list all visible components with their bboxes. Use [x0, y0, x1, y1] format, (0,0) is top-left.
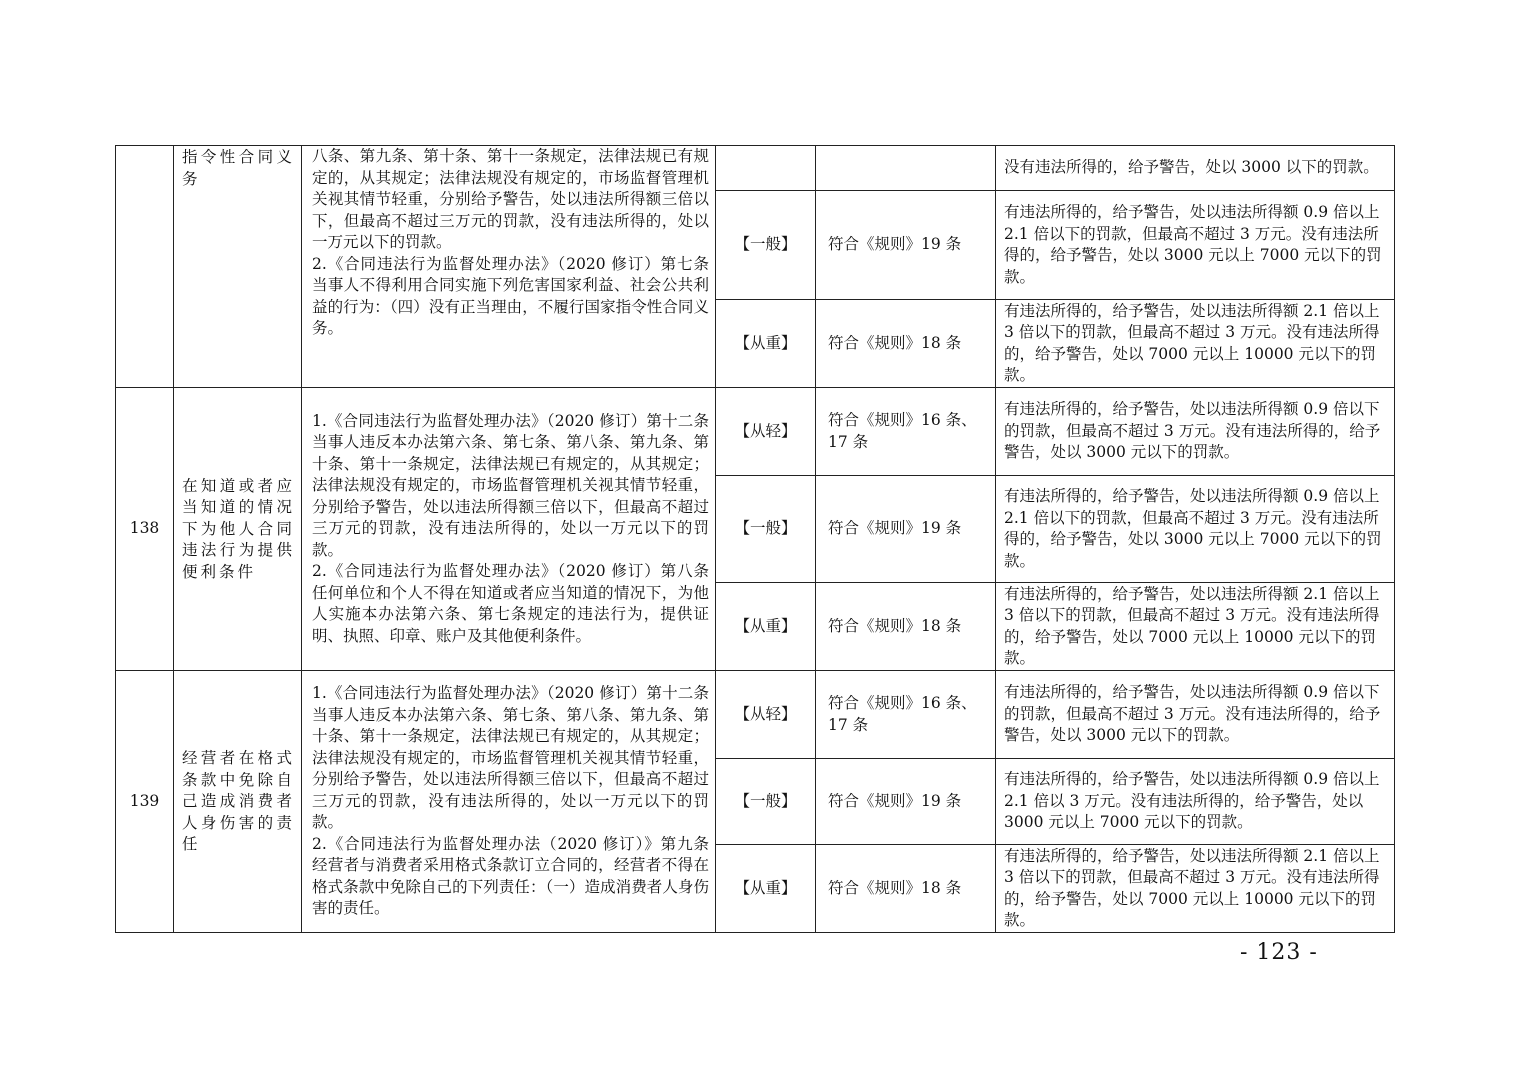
discretion-level: 【一般】 — [716, 191, 816, 300]
discretion-level: 【从重】 — [716, 583, 816, 671]
item-number: 139 — [116, 671, 174, 933]
table-row — [116, 146, 1395, 191]
legal-basis-paragraph: 八条、第九条、第十条、第十一条规定，法律法规已有规定的，从其规定；法律法规没有规定的，市场监督管理机关视其情节轻重，分别给予警告，处以违法所得额三倍以下，但最高不超过三万元的罚款，没有违法所得的，处以一万元以下的罚款。 — [312, 147, 709, 251]
penalty-standard: 有违法所得的，给予警告，处以违法所得额 0.9 倍以上 2.1 倍以 3 万元。没有违法所得的，给予警告，处以 3000 元以上 7000 元以下的罚款。 — [996, 759, 1395, 845]
table-row — [116, 671, 1395, 759]
item-number: 138 — [116, 388, 174, 671]
legal-basis-paragraph: 2.《合同违法行为监督处理办法》（2020 修订）第八条 任何单位和个人不得在知道或者应当知道的情况下，为他人实施本办法第六条、第七条规定的违法行为，提供证明、执照、印章、账户及其他便利条件。 — [312, 562, 709, 645]
applicable-condition — [816, 146, 996, 191]
legal-basis — [302, 671, 716, 933]
discretion-level: 【一般】 — [716, 759, 816, 845]
discretion-level: 【从轻】 — [716, 388, 816, 476]
penalty-standard: 有违法所得的，给予警告，处以违法所得额 2.1 倍以上 3 倍以下的罚款，但最高不超过 3 万元。没有违法所得的，给予警告，处以 7000 元以上 10000 元以下的罚款。 — [996, 583, 1395, 671]
item-number — [116, 146, 174, 388]
applicable-condition: 符合《规则》16 条、17 条 — [816, 388, 996, 476]
applicable-condition: 符合《规则》18 条 — [816, 583, 996, 671]
penalty-standard: 有违法所得的，给予警告，处以违法所得额 0.9 倍以上 2.1 倍以下的罚款，但最高不超过 3 万元。没有违法所得的，给予警告，处以 3000 元以上 7000 元以下的罚款。 — [996, 476, 1395, 583]
applicable-condition: 符合《规则》16 条、17 条 — [816, 671, 996, 759]
legal-basis — [302, 146, 716, 388]
legal-basis-paragraph: 2.《合同违法行为监督处理办法（2020 修订）》第九条 经营者与消费者采用格式条款订立合同的，经营者不得在格式条款中免除自己的下列责任：（一）造成消费者人身伤害的责任。 — [312, 834, 709, 918]
violation-name: 在知道或者应当知道的情况下为他人合同违法行为提供便利条件 — [174, 388, 302, 671]
table-row — [116, 388, 1395, 476]
violation-name: 指令性合同义务 — [174, 146, 302, 388]
applicable-condition: 符合《规则》18 条 — [816, 300, 996, 388]
applicable-condition: 符合《规则》19 条 — [816, 191, 996, 300]
applicable-condition: 符合《规则》18 条 — [816, 845, 996, 933]
penalty-standard: 有违法所得的，给予警告，处以违法所得额 0.9 倍以下的罚款，但最高不超过 3 万元。没有违法所得的，给予警告，处以 3000 元以下的罚款。 — [996, 671, 1395, 759]
violation-name: 经营者在格式条款中免除自己造成消费者人身伤害的责任 — [174, 671, 302, 933]
discretion-level: 【从轻】 — [716, 671, 816, 759]
applicable-condition: 符合《规则》19 条 — [816, 476, 996, 583]
applicable-condition: 符合《规则》19 条 — [816, 759, 996, 845]
discretion-level: 【从重】 — [716, 300, 816, 388]
legal-basis-paragraph: 1.《合同违法行为监督处理办法》（2020 修订）第十二条 当事人违反本办法第六条、第七条、第八条、第九条、第十条、第十一条规定，法律法规已有规定的，从其规定；法律法规没有规定的，市场监督管理机关视其情节轻重，分别给予警告，处以违法所得额三倍以下，但最高不超过三万元的罚款，没有违法所得的，处以一万元以下的罚款。 — [312, 411, 709, 559]
penalty-standard: 有违法所得的，给予警告，处以违法所得额 0.9 倍以上 2.1 倍以下的罚款，但最高不超过 3 万元。没有违法所得的，给予警告，处以 3000 元以上 7000 元以下的罚款。 — [996, 191, 1395, 300]
discretion-level: 【从重】 — [716, 845, 816, 933]
penalty-standard: 没有违法所得的，给予警告，处以 3000 以下的罚款。 — [996, 146, 1395, 191]
penalty-standard: 有违法所得的，给予警告，处以违法所得额 2.1 倍以上 3 倍以下的罚款，但最高不超过 3 万元。没有违法所得的，给予警告，处以 7000 元以上 10000 元以下的罚款。 — [996, 300, 1395, 388]
penalty-standard: 有违法所得的，给予警告，处以违法所得额 2.1 倍以上 3 倍以下的罚款，但最高不超过 3 万元。没有违法所得的，给予警告，处以 7000 元以上 10000 元以下的罚款。 — [996, 845, 1395, 933]
penalty-standard: 有违法所得的，给予警告，处以违法所得额 0.9 倍以下的罚款，但最高不超过 3 万元。没有违法所得的，给予警告，处以 3000 元以下的罚款。 — [996, 388, 1395, 476]
page-number: - 123 - — [1240, 940, 1318, 965]
legal-basis-paragraph: 2.《合同违法行为监督处理办法》（2020 修订）第七条 当事人不得利用合同实施下列危害国家利益、社会公共利益的行为：（四）没有正当理由，不履行国家指令性合同义务。 — [312, 254, 709, 337]
penalty-discretion-table — [115, 145, 1395, 933]
discretion-level: 【一般】 — [716, 476, 816, 583]
legal-basis-paragraph: 1.《合同违法行为监督处理办法》（2020 修订）第十二条 当事人违反本办法第六条、第七条、第八条、第九条、第十条、第十一条规定，法律法规已有规定的，从其规定；法律法规没有规定的，市场监督管理机关视其情节轻重，分别给予警告，处以违法所得额三倍以下，但最高不超过三万元的罚款，没有违法所得的，处以一万元以下的罚款。 — [312, 684, 709, 832]
discretion-level — [716, 146, 816, 191]
legal-basis — [302, 388, 716, 671]
